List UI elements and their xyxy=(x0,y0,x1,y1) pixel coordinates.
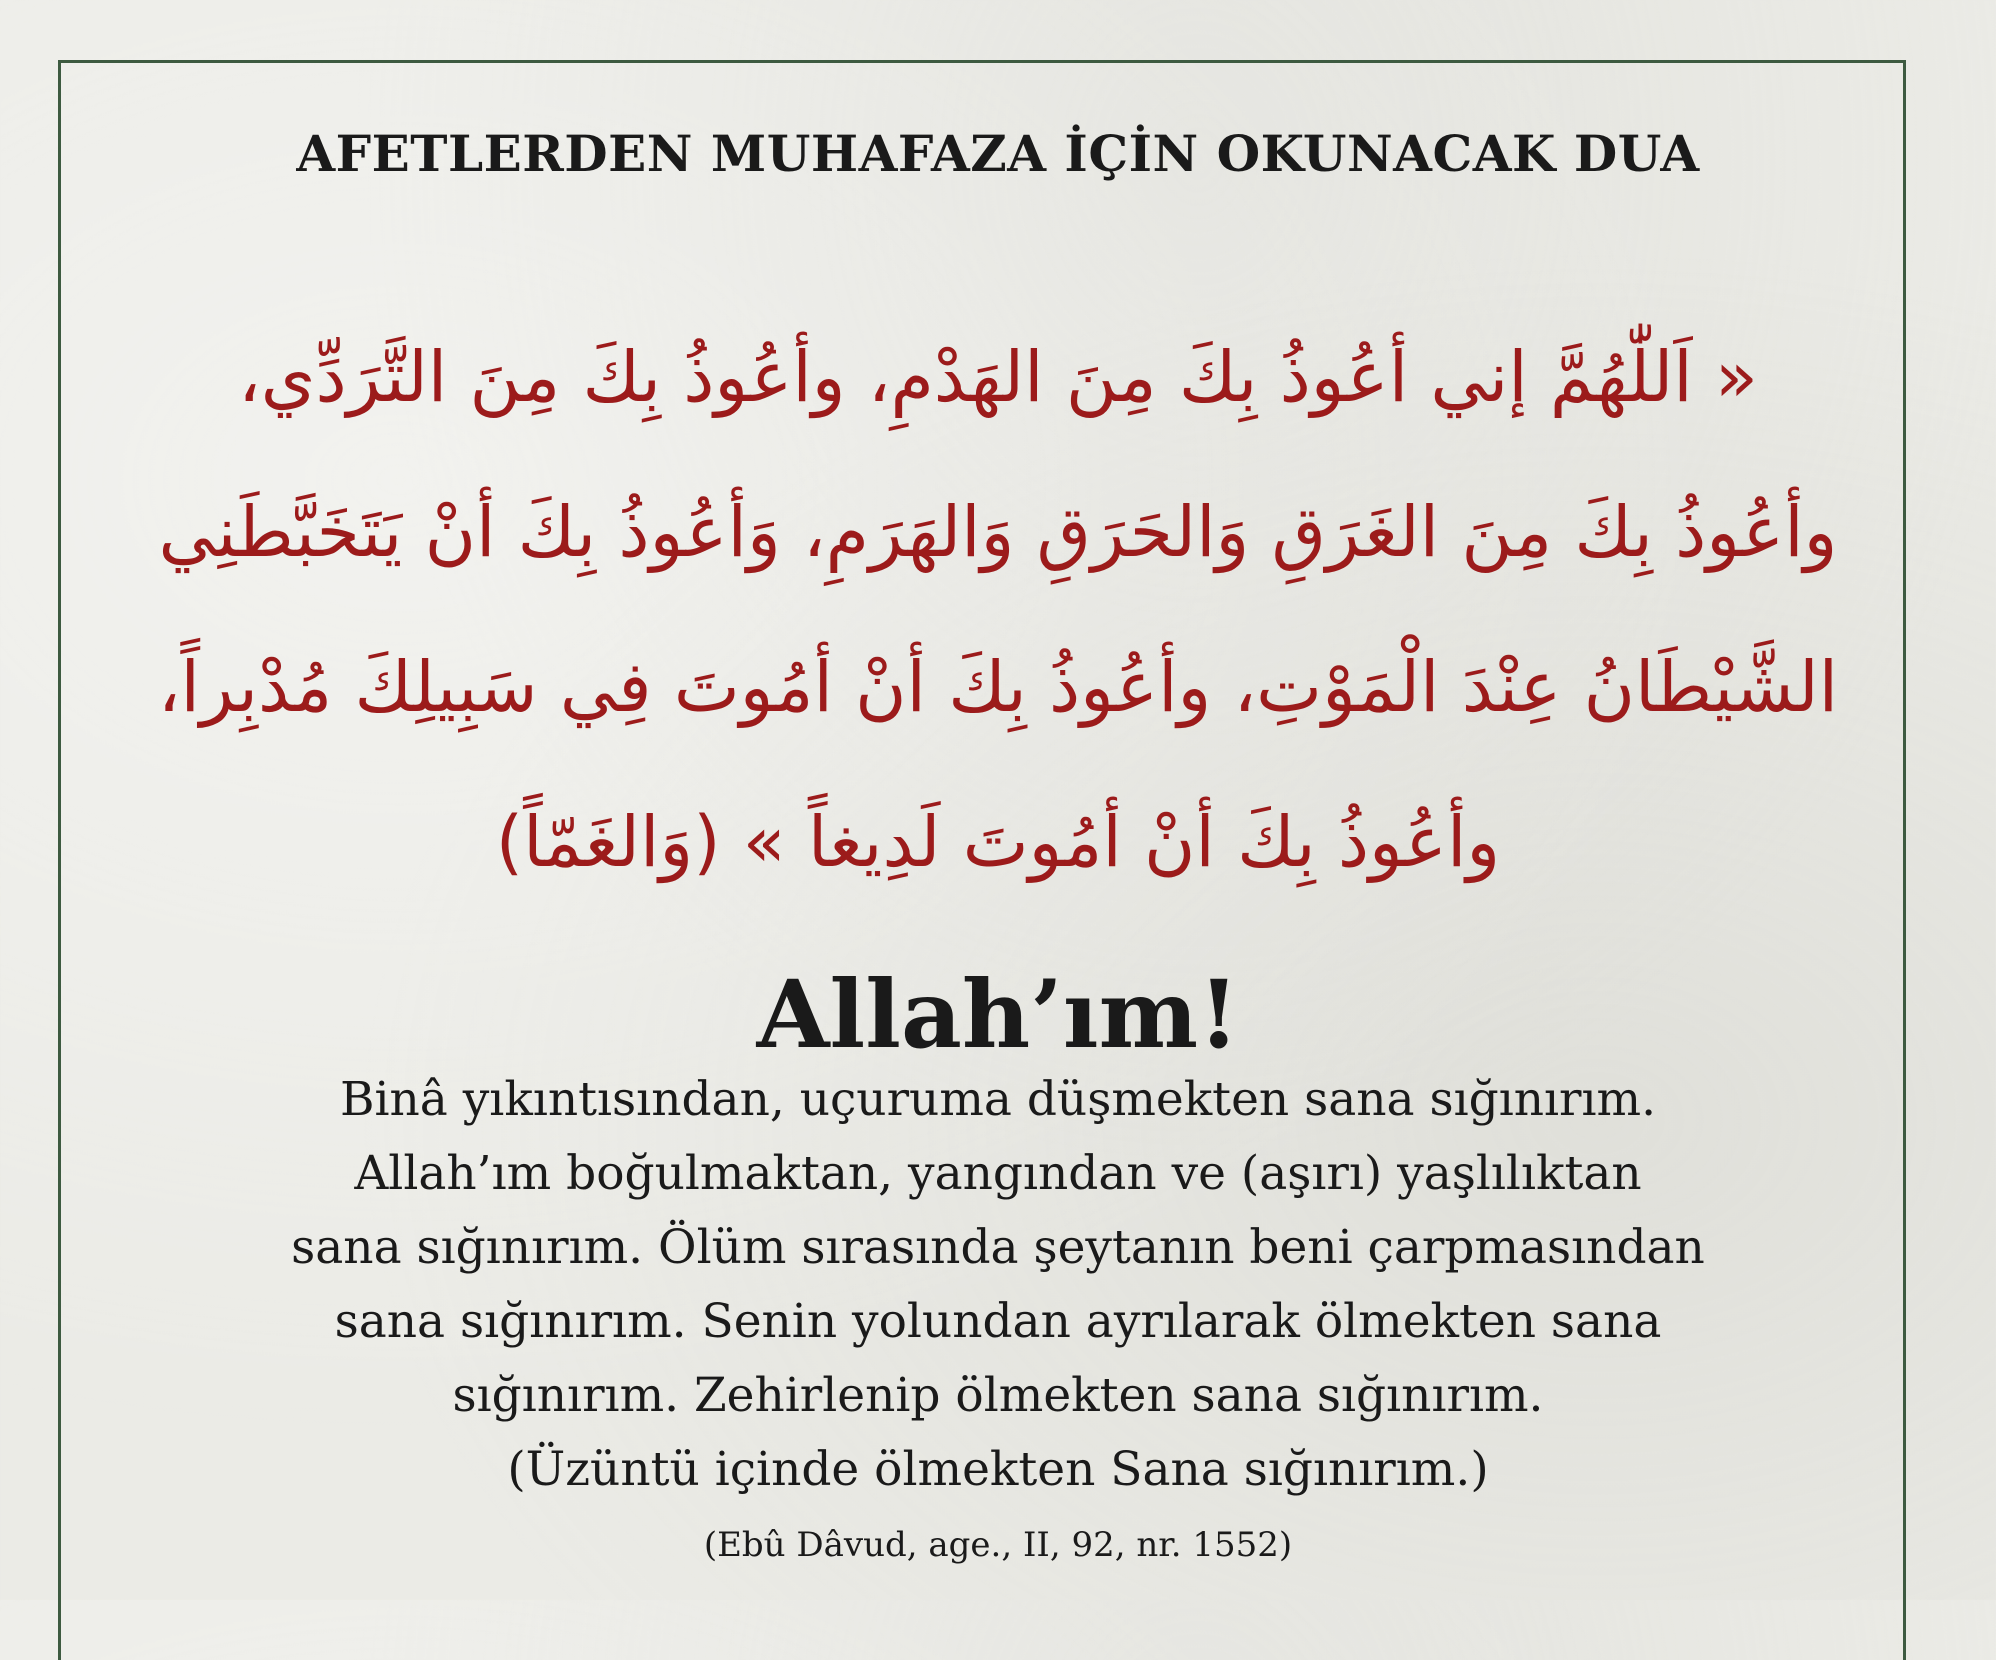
arabic-line-1: « اَللّٰهُمَّ إني أعُوذُ بِكَ مِنَ الهَدْمِ، وأعُوذُ بِكَ مِنَ التَّرَدِّي، xyxy=(238,336,1758,418)
arabic-line-2: وأعُوذُ بِكَ مِنَ الغَرَقِ وَالحَرَقِ وَالهَرَمِ، وَأعُوذُ بِكَ أنْ يَتَخَبَّطَنِي xyxy=(158,491,1838,573)
translation-line-5: sığınırım. Zehirlenip ölmekten sana sığınırım. xyxy=(452,1368,1544,1423)
arabic-line-3: الشَّيْطَانُ عِنْدَ الْمَوْتِ، وأعُوذُ بِكَ أنْ أمُوتَ فِي سَبِيلِكَ مُدْبِراً، xyxy=(157,646,1839,728)
translation-line-2: Allah’ım boğulmaktan, yangından ve (aşırı) yaşlılıktan xyxy=(354,1146,1642,1201)
translation-text xyxy=(100,1063,1896,1507)
translation-line-6: (Üzüntü içinde ölmekten Sana sığınırım.) xyxy=(507,1442,1489,1497)
arabic-prayer xyxy=(110,300,1886,920)
translation-line-1: Binâ yıkıntısından, uçuruma düşmekten sana sığınırım. xyxy=(339,1072,1657,1127)
arabic-line-4: وأعُوذُ بِكَ أنْ أمُوتَ لَدِيغاً » (وَالغَمّاً) xyxy=(495,801,1501,883)
page-title: AFETLERDEN MUHAFAZA İÇİN OKUNACAK DUA xyxy=(296,124,1700,183)
translation-line-3: sana sığınırım. Ölüm sırasında şeytanın beni çarpmasından xyxy=(291,1220,1705,1275)
source-citation: (Ebû Dâvud, age., II, 92, nr. 1552) xyxy=(703,1525,1293,1565)
translation-heading: Allah’ım! xyxy=(756,960,1240,1070)
translation-line-4: sana sığınırım. Senin yolundan ayrılarak ölmekten sana xyxy=(334,1294,1662,1349)
